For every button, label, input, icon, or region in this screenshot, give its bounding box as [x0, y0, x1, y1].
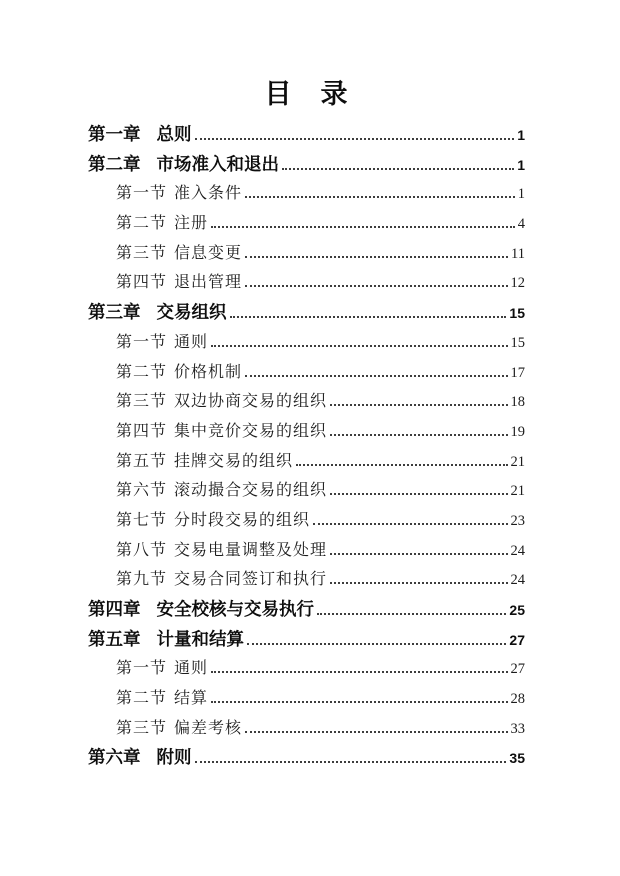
toc-entry-page-number: 11: [511, 245, 525, 262]
toc-entry-section: [88, 476, 525, 506]
toc-entry-section: [88, 536, 525, 566]
toc-entry-label: 第二节: [116, 215, 168, 233]
toc-entry-title: 交易合同签订和执行: [174, 571, 328, 589]
dot-leader: [317, 613, 506, 615]
toc-list: [88, 120, 525, 773]
dot-leader: [247, 643, 506, 645]
toc-entry-title: 准入条件: [174, 185, 243, 203]
toc-entry-title: 交易组织: [156, 302, 227, 323]
toc-entry-title: 信息变更: [174, 244, 243, 262]
toc-entry-title: 交易电量调整及处理: [174, 541, 328, 559]
dot-leader: [330, 434, 507, 436]
toc-entry-label: 第四章: [88, 599, 141, 619]
toc-entry-title: 分时段交易的组织: [174, 511, 311, 529]
dot-leader: [245, 731, 507, 733]
toc-entry-page-number: 18: [510, 394, 525, 411]
toc-entry-label: 第二节: [116, 690, 168, 708]
dot-leader: [211, 701, 507, 703]
dot-leader: [211, 345, 507, 347]
toc-entry-title: 双边协商交易的组织: [174, 393, 328, 411]
toc-entry-section: [88, 565, 525, 595]
dot-leader: [330, 553, 507, 555]
toc-entry-section: [88, 714, 525, 744]
toc-entry-chapter: [88, 625, 525, 655]
toc-entry-label: 第六节: [116, 482, 168, 500]
toc-entry-label: 第一节: [116, 333, 168, 351]
toc-entry-title: 通则: [174, 660, 209, 678]
toc-entry-label: 第一节: [116, 185, 168, 203]
toc-entry-section: [88, 654, 525, 684]
toc-entry-chapter: [88, 743, 525, 773]
toc-entry-page-number: 35: [509, 750, 525, 767]
dot-leader: [211, 226, 515, 228]
toc-entry-chapter: [88, 298, 525, 328]
toc-entry-label: 第六章: [88, 747, 141, 768]
toc-entry-chapter: [88, 595, 525, 625]
toc-entry-page-number: 1: [517, 186, 525, 203]
toc-entry-label: 第三节: [116, 719, 168, 737]
dot-leader: [330, 582, 507, 584]
dot-leader: [296, 464, 507, 466]
toc-entry-label: 第七节: [116, 511, 168, 529]
toc-entry-page-number: 25: [509, 602, 525, 618]
toc-entry-page-number: 15: [510, 334, 525, 351]
toc-entry-title: 滚动撮合交易的组织: [174, 482, 328, 500]
dot-leader: [245, 285, 507, 287]
toc-entry-label: 第二章: [88, 153, 141, 174]
toc-entry-page-number: 27: [510, 661, 525, 678]
toc-entry-title: 挂牌交易的组织: [174, 452, 294, 470]
toc-entry-label: 第三节: [116, 244, 168, 262]
dot-leader: [282, 168, 514, 170]
toc-entry-title: 附则: [156, 747, 192, 768]
toc-entry-title: 结算: [174, 690, 209, 708]
toc-entry-title: 总则: [156, 124, 192, 144]
toc-entry-title: 通则: [174, 333, 209, 351]
toc-entry-page-number: 21: [510, 453, 525, 470]
dot-leader: [195, 761, 507, 763]
toc-entry-title: 安全校核与交易执行: [156, 599, 314, 619]
toc-entry-section: [88, 268, 525, 298]
toc-entry-section: [88, 209, 525, 239]
toc-entry-section: [88, 358, 525, 388]
toc-entry-section: [88, 328, 525, 358]
toc-entry-chapter: [88, 150, 525, 180]
page-title: 目 录: [264, 79, 349, 109]
toc-entry-label: 第五章: [88, 628, 141, 649]
dot-leader: [313, 523, 507, 525]
toc-entry-page-number: 24: [510, 542, 525, 559]
toc-entry-label: 第二节: [116, 363, 168, 381]
toc-entry-page-number: 23: [510, 512, 525, 529]
toc-entry-label: 第九节: [116, 571, 168, 589]
toc-entry-label: 第四节: [116, 274, 168, 292]
toc-entry-section: [88, 387, 525, 417]
toc-entry-section: [88, 239, 525, 269]
toc-entry-title: 市场准入和退出: [156, 153, 279, 174]
toc-entry-page-number: 19: [510, 423, 525, 440]
dot-leader: [330, 493, 507, 495]
toc-entry-label: 第三节: [116, 393, 168, 411]
dot-leader: [245, 196, 515, 198]
toc-entry-title: 价格机制: [174, 363, 243, 381]
dot-leader: [230, 316, 507, 318]
toc-entry-chapter: [88, 120, 525, 150]
dot-leader: [330, 404, 507, 406]
toc-entry-page-number: 4: [517, 216, 525, 233]
toc-entry-page-number: 12: [510, 275, 525, 292]
toc-entry-label: 第一节: [116, 660, 168, 678]
toc-entry-label: 第三章: [88, 302, 141, 323]
toc-entry-page-number: 15: [509, 305, 525, 322]
toc-entry-page-number: 1: [517, 127, 525, 143]
toc-entry-page-number: 28: [510, 691, 525, 708]
toc-entry-title: 退出管理: [174, 274, 243, 292]
toc-entry-title: 偏差考核: [174, 719, 243, 737]
toc-entry-page-number: 1: [517, 156, 525, 173]
toc-entry-title: 集中竞价交易的组织: [174, 422, 328, 440]
toc-entry-section: [88, 684, 525, 714]
toc-entry-page-number: 27: [509, 631, 525, 648]
toc-entry-title: 注册: [174, 215, 209, 233]
toc-entry-section: [88, 447, 525, 477]
toc-entry-section: [88, 506, 525, 536]
dot-leader: [195, 138, 515, 140]
toc-entry-label: 第五节: [116, 452, 168, 470]
toc-entry-section: [88, 179, 525, 209]
toc-entry-page-number: 24: [510, 572, 525, 589]
toc-entry-page-number: 21: [510, 483, 525, 500]
dot-leader: [211, 671, 507, 673]
dot-leader: [245, 256, 508, 258]
toc-entry-page-number: 17: [510, 364, 525, 381]
toc-entry-label: 第四节: [116, 422, 168, 440]
dot-leader: [245, 375, 507, 377]
toc-entry-title: 计量和结算: [156, 628, 244, 649]
toc-entry-label: 第一章: [88, 124, 141, 144]
toc-entry-section: [88, 417, 525, 447]
toc-entry-page-number: 33: [510, 720, 525, 737]
toc-entry-label: 第八节: [116, 541, 168, 559]
